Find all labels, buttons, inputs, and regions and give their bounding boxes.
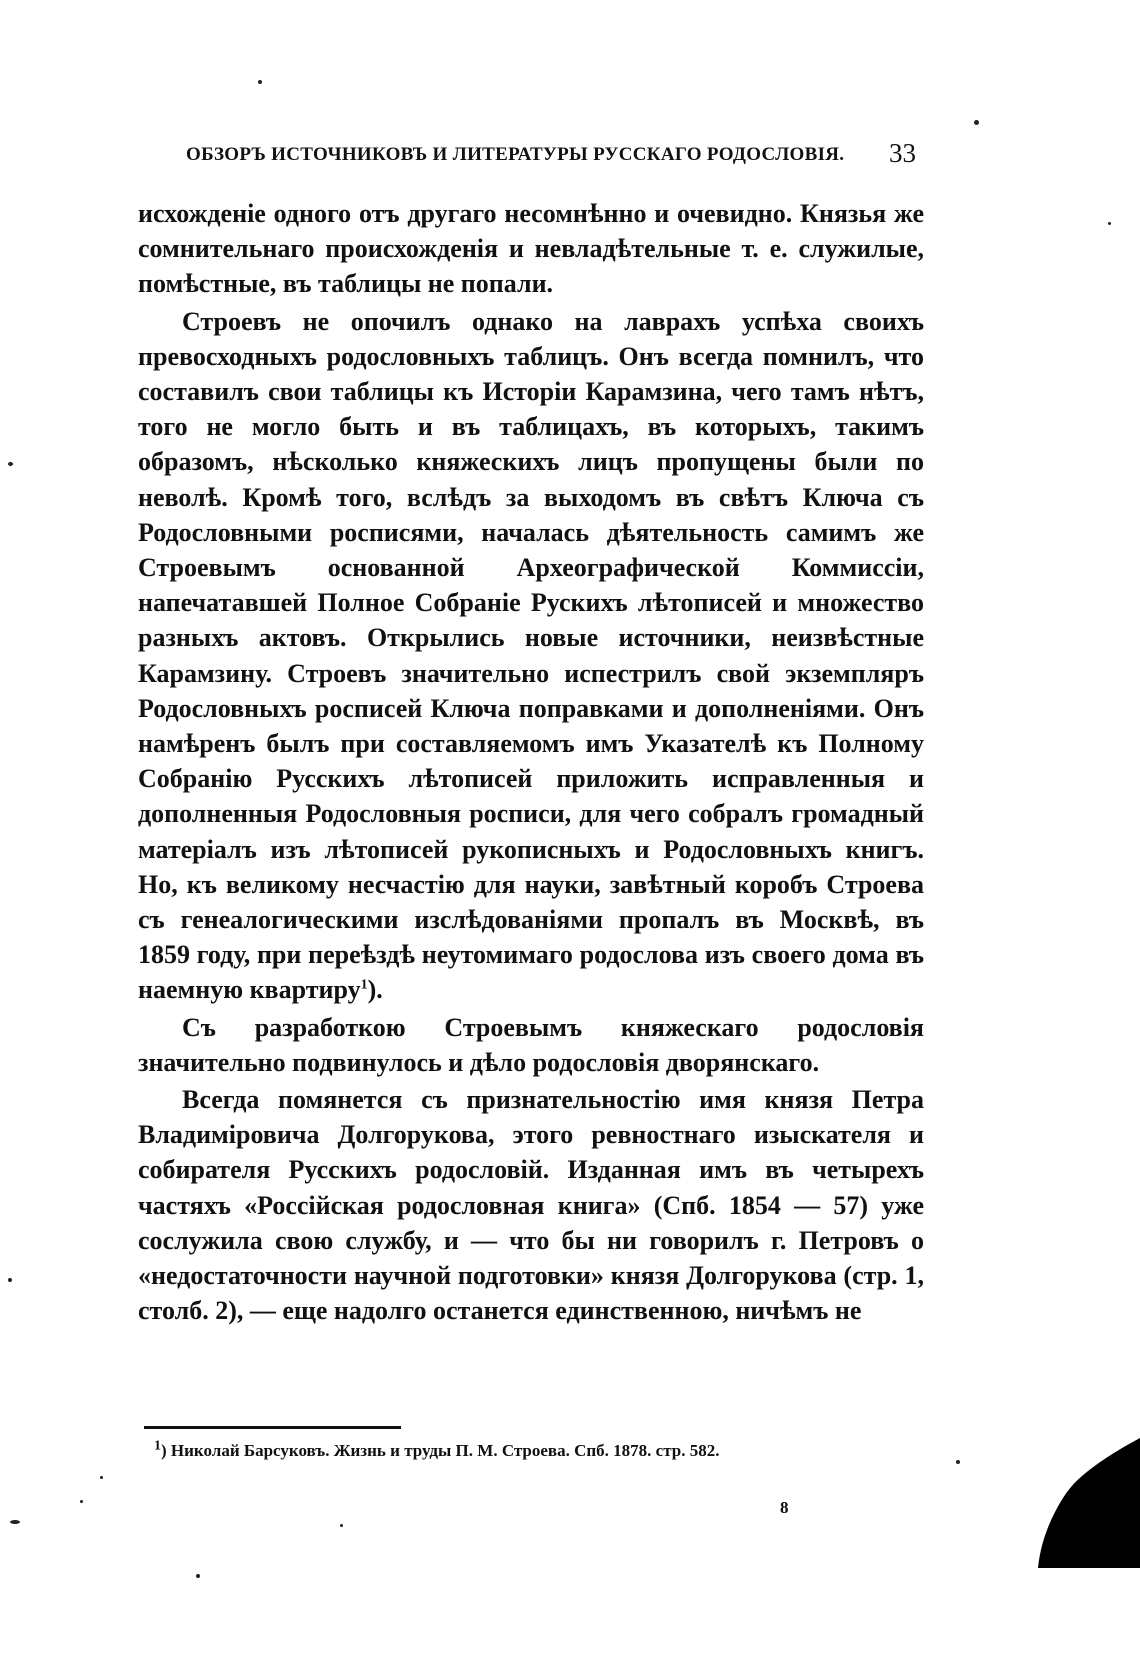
scan-speck <box>8 462 13 466</box>
footnote <box>154 1440 924 1462</box>
scan-speck <box>974 120 979 125</box>
scan-speck <box>100 1476 103 1479</box>
scan-speck <box>196 1574 200 1578</box>
body-text <box>138 196 924 1329</box>
paragraph-2-end: ). <box>367 975 383 1005</box>
page-number: 33 <box>889 138 916 168</box>
footnote-text: ) Николай Барсуковъ. Жизнь и труды П. М. Строева. Спб. 1878. стр. 582. <box>161 1441 720 1460</box>
paragraph-2-text: Строевъ не опочилъ однако на лаврахъ успѣха своихъ превосходныхъ родословныхъ таблицъ. Онъ всегда помнилъ, что составилъ свои таблицы къ Исторіи Карамзина, чего тамъ нѣтъ, того не могло быть и въ таблицахъ, въ которыхъ, такимъ образомъ, нѣсколько княжескихъ лицъ пропущены были по неволѣ. Кромѣ того, вслѣдъ за выходомъ въ свѣтъ Ключа съ Родословными росписями, началась дѣятельность самимъ же Строевымъ основанной Археографической Коммиссіи, напечатавшей Полное Собраніе Рускихъ лѣтописей и множество разныхъ актовъ. Открылись новые источники, неизвѣстные Карамзину. Строевъ значительно испестрилъ свой экземпляръ Родословныхъ росписей Ключа поправками и дополненіями. Онъ намѣренъ былъ при составляемомъ имъ Указателѣ къ Полному Собранію Русскихъ лѣтописей приложить исправленныя и дополненныя Родословныя росписи, для чего собралъ громадный матеріалъ изъ лѣтописей рукописныхъ и Родословныхъ книгъ. Но, къ великому несчастію для науки, завѣтный коробъ Строева съ генеалогическими изслѣдованіями пропалъ въ Москвѣ, въ 1859 году, при переѣздѣ неутомимаго родослова изъ своего дома въ наемную квартиру <box>138 306 924 1005</box>
scan-speck <box>258 80 262 84</box>
running-title: ОБЗОРЪ ИСТОЧНИКОВЪ И ЛИТЕРАТУРЫ РУССКАГО РОДОСЛОВІЯ. <box>186 144 845 165</box>
scan-speck <box>340 1524 343 1527</box>
scan-speck <box>1108 222 1111 225</box>
footnote-reference: 1 <box>360 977 368 993</box>
paragraph-2 <box>138 304 924 1008</box>
footnote-rule <box>144 1426 401 1429</box>
paragraph-3: Съ разработкою Строевымъ княжескаго родословія значительно подвинулось и дѣло родословія дворянскаго. <box>138 1012 924 1077</box>
scan-edge-shadow <box>920 1438 1140 1568</box>
scan-speck <box>8 1278 12 1282</box>
paragraph-1: исхожденіе одного отъ другаго несомнѣнно и очевидно. Князья же сомнительнаго происхожденія и невладѣтельные т. е. служилые, помѣстные, въ таблицы не попали. <box>138 199 924 299</box>
scan-speck <box>80 1500 83 1503</box>
running-head <box>186 138 916 178</box>
scan-speck <box>10 1520 20 1524</box>
footnote-marker: 1 <box>154 1438 161 1454</box>
paragraph-4: Всегда помянется съ признательностію имя князя Петра Владиміровича Долгорукова, этого ревностнаго изыскателя и собирателя Русскихъ родословій. Изданная имъ въ четырехъ частяхъ «Россійская родословная книга» (Спб. 1854 — 57) уже сослужила свою службу, и — что бы ни говорилъ г. Петровъ о «недостаточности научной подготовки» князя Долгорукова (стр. 1, столб. 2), — еще надолго останется единственною, ничѣмъ не <box>138 1085 924 1326</box>
scan-speck <box>956 1460 960 1464</box>
printer-signature-mark: 8 <box>780 1498 789 1517</box>
